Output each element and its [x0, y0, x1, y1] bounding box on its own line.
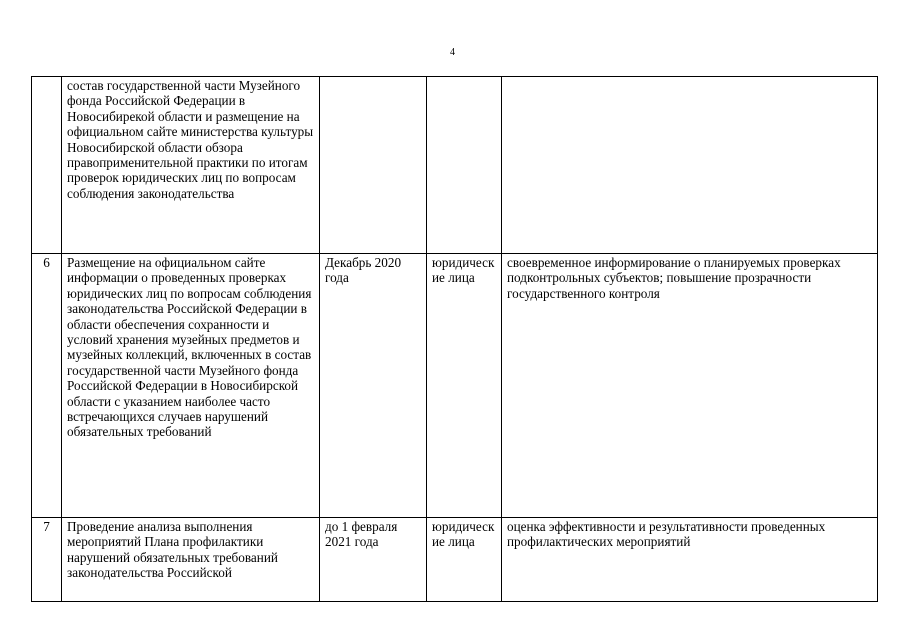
- row-number-cell: 6: [32, 254, 62, 518]
- row-number-cell: 7: [32, 518, 62, 602]
- result-cell: своевременное информирование о планируемых проверках подконтрольных субъектов; повышение прозрачности государственного контроля: [502, 254, 878, 518]
- event-cell: состав государственной части Музейного фонда Российской Федерации в Новосибирекой области и размещение на официальном сайте министерства культуры Новосибирской области обзора правоприменительной практики по итогам проверок юридических лиц по вопросам соблюдения законодательства: [62, 77, 320, 254]
- date-cell: [320, 77, 427, 254]
- result-cell: оценка эффективности и результативности проведенных профилактических мероприятий: [502, 518, 878, 602]
- date-cell: Декабрь 2020 года: [320, 254, 427, 518]
- result-cell: [502, 77, 878, 254]
- table-row: [32, 77, 878, 254]
- subjects-cell: юридические лица: [427, 518, 502, 602]
- event-cell: Размещение на официальном сайте информации о проведенных проверках юридических лиц по вопросам соблюдения законодательства Российской Федерации в области обеспечения сохранности и условий хранения музейных предметов и музейных коллекций, включенных в состав государственной части Музейного фонда Российской Федерации в Новосибирской области с указанием наиболее часто встречающихся случаев нарушений обязательных требований: [62, 254, 320, 518]
- table-row: [32, 254, 878, 518]
- event-cell: Проведение анализа выполнения мероприятий Плана профилактики нарушений обязательных требований законодательства Российской: [62, 518, 320, 602]
- prevention-plan-table: [31, 76, 878, 602]
- subjects-cell: [427, 77, 502, 254]
- table-row: [32, 518, 878, 602]
- row-number-cell: [32, 77, 62, 254]
- page-number: 4: [450, 47, 455, 58]
- date-cell: до 1 февраля 2021 года: [320, 518, 427, 602]
- subjects-cell: юридические лица: [427, 254, 502, 518]
